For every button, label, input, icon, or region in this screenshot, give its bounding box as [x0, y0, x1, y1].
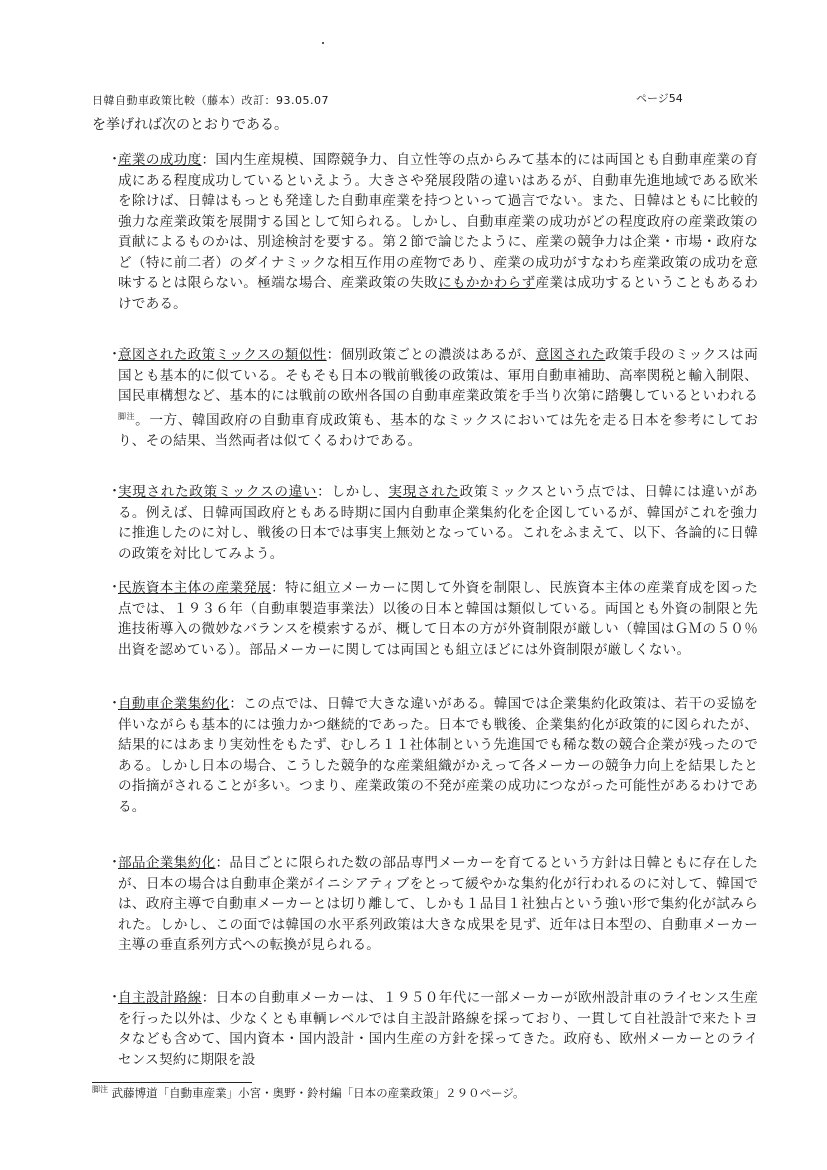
section-parts-consolidation — [108, 853, 758, 956]
section-body: ：特に組立メーカーに関して外資を制限し、民族資本主体の産業育成を図った点では、１９３６年（自動車製造事業法）以後の日本と韓国は類似している。両国とも外資の制限と先進技術導入の微妙なバランスを模索するが、概して日本の方が外資制限が厳しい（韓国はＧＭの５０％出資を認めている）。部品メーカーに関しては両国とも組立ほどには外資制限が厳しくない。 — [118, 580, 758, 658]
section-body: ：しかし、 — [317, 484, 389, 500]
bullet-icon: ・ — [108, 696, 122, 711]
section-domestic-capital — [108, 578, 758, 660]
section-industry-success — [108, 150, 759, 314]
section-term: 部品企業集約化 — [118, 855, 216, 871]
footnote-text: 武藤博道「自動車産業」小宮・奥野・鈴村編「日本の産業政策」２９０ページ。 — [111, 1085, 525, 1100]
section-body: ：日本の自動車メーカーは、１９５０年代に一部メーカーが欧州設計車のライセンス生産を行った以外は、少なくとも車輌レベルでは自主設計路線を採っており、一貫して自社設計で来たトヨタなども含めて、国内資本・国内設計・国内生産の方針を採ってきた。政府も、欧州メーカーとのライセンス契約に期限を設 — [118, 990, 758, 1068]
section-independent-design — [108, 988, 758, 1070]
section-body: ：個別政策ごとの濃淡はあるが、 — [326, 347, 536, 363]
section-term: 自動車企業集約化 — [118, 696, 230, 712]
bullet-icon: ・ — [108, 152, 122, 167]
bullet-icon: ・ — [108, 580, 122, 595]
section-emphasis: 意図された — [535, 347, 606, 363]
section-body: ：この点では、日韓で大きな違いがある。韓国では企業集約化政策は、若干の妥協を伴いながらも基本的には強力かつ継続的であった。日本でも戦後、企業集約化が政策的に図られたが、結果的にはあまり実効性をもたず、むしろ１１社体制という先進国でも稀な数の競合企業が残ったのである。しかし日本の場合、こうした競争的な産業組織がかえって各メーカーの競争力向上を結果したとの指摘がされることが多い。つまり、産業政策の不発が産業の成功につながった可能性があるわけである。 — [118, 696, 758, 815]
footnote-divider — [92, 1082, 252, 1083]
section-term: 民族資本主体の産業発展 — [118, 580, 272, 596]
section-tail: 政策手段のミックスは両国とも基本的に似ている。そもそも日本の戦前戦後の政策は、軍用自動車補助、高率関税と輸入制限、国民車構想など、基本的には戦前の欧州各国の自動車産業政策を手当り次第に踏襲しているといわれる — [118, 347, 759, 404]
section-emphasis: 実現された — [388, 484, 460, 500]
page-number: ページ54 — [636, 92, 683, 105]
section-body: ：品目ごとに限られた数の部品専門メーカーを育てるという方針は日韓ともに存在したが、日本の場合は自動車企業がイニシアティブをとって緩やかな集約化が行われるのに対して、韓国では、政府主導で自動車メーカーとは切り離して、しかも１品目１社独占という強い形で集約化が試みられた。しかし、この面では韓国の水平系列政策は大きな成果を見ず、近年は日本型の、自動車メーカー主導の垂直系列方式への転換が見られる。 — [118, 855, 758, 953]
bullet-icon: ・ — [108, 484, 122, 499]
section-body: ：国内生産規模、国際競争力、自立性等の点からみて基本的には両国とも自動車産業の育成にある程度成功しているといえよう。大きさや発展段階の違いはあるが、自動車先進地域である欧米を除けば、日韓はもっとも発達した自動車産業を持つといって過言でない。また、日韓はともに比較的強力な産業政策を展開する国として知られる。しかし、自動車産業の成功がどの程度政府の産業政策の貢献によるものかは、別途検討を要する。第２節で論じたように、産業の競争力は企業・市場・政府など（特に前二者）のダイナミックな相互作用の産物であり、産業の成功がすなわち産業政策の成功を意味するとは限らない。極端な場合、産業政策の失敗 — [118, 152, 758, 291]
section-auto-consolidation — [108, 694, 758, 817]
section-term: 実現された政策ミックスの違い — [118, 484, 318, 500]
section-tail: 産業は成功するということもあるわけである。 — [118, 275, 759, 312]
bullet-icon: ・ — [108, 990, 122, 1005]
intro-line: を挙げれば次のとおりである。 — [92, 117, 288, 133]
section-emphasis: にもかかわらず — [438, 275, 536, 291]
footnote-marker: 脚注 — [92, 1085, 108, 1094]
bullet-icon: ・ — [108, 347, 122, 362]
section-tail: 政策ミックスという点では、日韓には違いがある。例えば、日韓両国政府ともある時期に国内自動車企業集約化を企図しているが、韓国がこれを強力に推進したのに対し、戦後の日本では事実上無効となっている。これをふまえて、以下、各論的に日韓の政策を対比してみよう。 — [118, 484, 758, 562]
section-term: 意図された政策ミックスの類似性 — [118, 347, 327, 363]
section-intended-policy-mix — [108, 345, 759, 451]
section-term: 自主設計路線 — [118, 990, 202, 1006]
bullet-icon: ・ — [108, 855, 122, 870]
section-term: 産業の成功度 — [118, 152, 202, 168]
section-tail-2: 。一方、韓国政府の自動車育成政策も、基本的なミックスにおいては先を走る日本を参考にしており、その結果、当然両者は似てくるわけである。 — [118, 412, 759, 449]
scan-speck — [322, 42, 324, 44]
running-header-title: 日韓自動車政策比較（藤本）改訂：93.05.07 — [92, 94, 329, 107]
footnote-ref: 脚注 — [118, 411, 136, 421]
footnote — [92, 1084, 525, 1101]
section-realized-policy-mix — [108, 482, 758, 564]
